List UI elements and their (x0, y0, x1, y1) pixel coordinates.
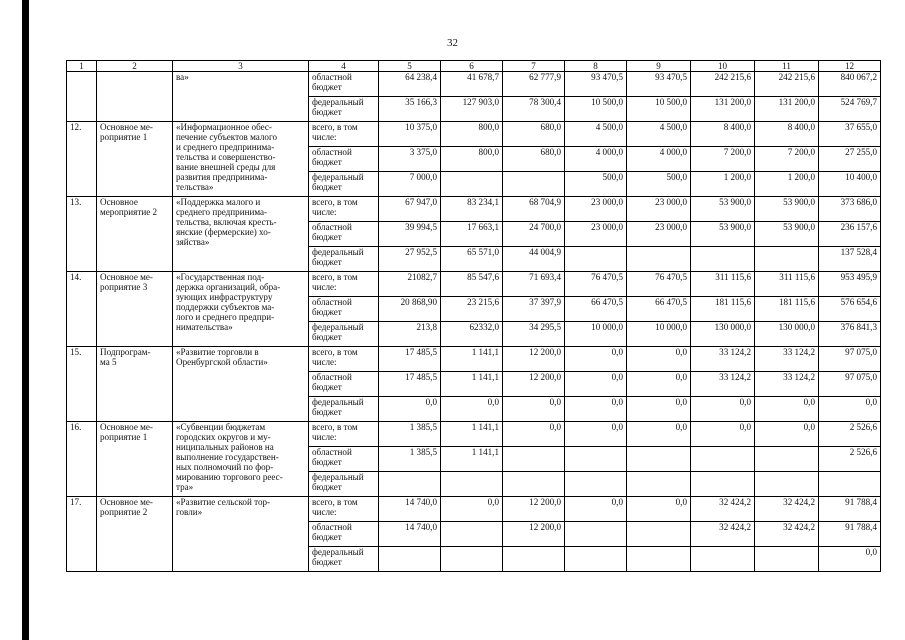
value-cell: 181 115,6 (691, 297, 755, 322)
funding-source: всего, в том числе: (309, 197, 379, 222)
value-cell: 10 000,0 (565, 322, 627, 347)
value-cell: 4 000,0 (565, 147, 627, 172)
value-cell (755, 447, 819, 472)
value-cell: 85 547,6 (441, 272, 503, 297)
value-cell: 66 470,5 (627, 297, 691, 322)
value-cell: 0,0 (503, 397, 565, 422)
value-cell: 0,0 (565, 347, 627, 372)
value-cell: 17 485,5 (379, 347, 441, 372)
funding-source: всего, в том числе: (309, 272, 379, 297)
table-row (67, 272, 881, 297)
value-cell: 76 470,5 (565, 272, 627, 297)
value-cell: 1 200,0 (755, 172, 819, 197)
value-cell: 68 704,9 (503, 197, 565, 222)
row-number: 13. (67, 197, 97, 272)
row-description: «Субвенции бюджетам городских округов и му- ниципальных районов на выполнение государствен- ных полномочий по фор- мированию торгового реес- тра» (173, 422, 309, 497)
col-header: 4 (309, 61, 379, 72)
value-cell: 680,0 (503, 122, 565, 147)
value-cell: 137 528,4 (819, 247, 881, 272)
funding-source: федеральный бюджет (309, 247, 379, 272)
value-cell (691, 247, 755, 272)
value-cell: 10 500,0 (565, 97, 627, 122)
value-cell (441, 547, 503, 572)
funding-source: областной бюджет (309, 222, 379, 247)
col-header: 8 (565, 61, 627, 72)
value-cell: 1 385,5 (379, 447, 441, 472)
value-cell: 131 200,0 (691, 97, 755, 122)
header-row (67, 61, 881, 72)
value-cell: 311 115,6 (755, 272, 819, 297)
value-cell: 27 952,5 (379, 247, 441, 272)
value-cell: 78 300,4 (503, 97, 565, 122)
row-description: «Развитие торговли в Оренбургской области» (173, 347, 309, 422)
funding-source: областной бюджет (309, 72, 379, 97)
row-description: ва» (173, 72, 309, 122)
value-cell: 1 141,1 (441, 422, 503, 447)
value-cell: 14 740,0 (379, 522, 441, 547)
value-cell: 0,0 (441, 497, 503, 522)
table-row (67, 497, 881, 522)
value-cell: 53 900,0 (755, 197, 819, 222)
value-cell: 8 400,0 (691, 122, 755, 147)
value-cell: 12 200,0 (503, 497, 565, 522)
row-number: 16. (67, 422, 97, 497)
col-header: 1 (67, 61, 97, 72)
value-cell (565, 472, 627, 497)
value-cell: 500,0 (627, 172, 691, 197)
value-cell (565, 447, 627, 472)
value-cell: 91 788,4 (819, 497, 881, 522)
value-cell: 33 124,2 (755, 372, 819, 397)
value-cell: 17 485,5 (379, 372, 441, 397)
value-cell: 376 841,3 (819, 322, 881, 347)
col-header: 12 (819, 61, 881, 72)
value-cell: 0,0 (503, 422, 565, 447)
value-cell: 33 124,2 (691, 372, 755, 397)
value-cell: 0,0 (755, 422, 819, 447)
value-cell: 65 571,0 (441, 247, 503, 272)
value-cell: 76 470,5 (627, 272, 691, 297)
funding-source: областной бюджет (309, 522, 379, 547)
value-cell: 2 526,6 (819, 447, 881, 472)
value-cell: 500,0 (565, 172, 627, 197)
value-cell: 37 397,9 (503, 297, 565, 322)
value-cell (691, 472, 755, 497)
value-cell: 0,0 (627, 372, 691, 397)
value-cell: 127 903,0 (441, 97, 503, 122)
funding-source: областной бюджет (309, 447, 379, 472)
value-cell: 14 740,0 (379, 497, 441, 522)
value-cell: 66 470,5 (565, 297, 627, 322)
value-cell: 1 141,1 (441, 447, 503, 472)
value-cell: 0,0 (565, 372, 627, 397)
col-header: 10 (691, 61, 755, 72)
funding-source: всего, в том числе: (309, 497, 379, 522)
row-number: 17. (67, 497, 97, 572)
value-cell: 41 678,7 (441, 72, 503, 97)
value-cell (441, 472, 503, 497)
value-cell: 3 375,0 (379, 147, 441, 172)
value-cell: 4 500,0 (565, 122, 627, 147)
value-cell: 242 215,6 (755, 72, 819, 97)
value-cell (819, 472, 881, 497)
value-cell: 32 424,2 (755, 497, 819, 522)
funding-source: областной бюджет (309, 147, 379, 172)
value-cell (755, 547, 819, 572)
value-cell (627, 472, 691, 497)
value-cell: 0,0 (627, 347, 691, 372)
value-cell: 7 200,0 (691, 147, 755, 172)
value-cell: 71 693,4 (503, 272, 565, 297)
table-row (67, 347, 881, 372)
value-cell: 1 385,5 (379, 422, 441, 447)
value-cell (441, 522, 503, 547)
value-cell: 10 000,0 (627, 322, 691, 347)
row-number (67, 72, 97, 122)
value-cell: 0,0 (755, 397, 819, 422)
row-description: «Информационное обес- печение субъектов малого и среднего предпринима- тельства и совершенство- вание внешней среды для развития предпринима- тельства» (173, 122, 309, 197)
value-cell: 373 686,0 (819, 197, 881, 222)
value-cell (627, 247, 691, 272)
value-cell: 0,0 (691, 397, 755, 422)
value-cell: 1 141,1 (441, 347, 503, 372)
value-cell: 213,8 (379, 322, 441, 347)
value-cell: 800,0 (441, 147, 503, 172)
value-cell: 62332,0 (441, 322, 503, 347)
value-cell (755, 472, 819, 497)
value-cell: 7 200,0 (755, 147, 819, 172)
col-header: 5 (379, 61, 441, 72)
value-cell: 0,0 (819, 547, 881, 572)
row-name: Основное ме- роприятие 3 (97, 272, 173, 347)
value-cell: 64 238,4 (379, 72, 441, 97)
value-cell: 93 470,5 (565, 72, 627, 97)
funding-source: областной бюджет (309, 372, 379, 397)
col-header: 6 (441, 61, 503, 72)
value-cell: 0,0 (441, 397, 503, 422)
col-header: 9 (627, 61, 691, 72)
value-cell: 10 375,0 (379, 122, 441, 147)
left-scan-border (22, 0, 29, 640)
row-name (97, 72, 173, 122)
value-cell: 524 769,7 (819, 97, 881, 122)
value-cell (627, 522, 691, 547)
value-cell: 953 495,9 (819, 272, 881, 297)
value-cell: 21082,7 (379, 272, 441, 297)
value-cell: 10 500,0 (627, 97, 691, 122)
value-cell (755, 247, 819, 272)
value-cell (627, 547, 691, 572)
value-cell: 91 788,4 (819, 522, 881, 547)
value-cell: 131 200,0 (755, 97, 819, 122)
value-cell (441, 172, 503, 197)
value-cell (379, 547, 441, 572)
row-name: Основное ме- роприятие 1 (97, 122, 173, 197)
row-description: «Поддержка малого и среднего предпринима- тельства, включая кресть- янские (фермерские) хо- зяйства» (173, 197, 309, 272)
value-cell: 0,0 (627, 397, 691, 422)
value-cell: 35 166,3 (379, 97, 441, 122)
row-description: «Государственная под- держка организаций, обра- зующих инфраструктуру поддержки субъектов ма- лого и среднего предпри- нимательства» (173, 272, 309, 347)
value-cell: 37 655,0 (819, 122, 881, 147)
value-cell: 32 424,2 (691, 522, 755, 547)
value-cell: 27 255,0 (819, 147, 881, 172)
value-cell (565, 547, 627, 572)
value-cell: 1 200,0 (691, 172, 755, 197)
value-cell: 7 000,0 (379, 172, 441, 197)
value-cell: 1 141,1 (441, 372, 503, 397)
value-cell: 23 000,0 (627, 197, 691, 222)
value-cell: 311 115,6 (691, 272, 755, 297)
value-cell: 33 124,2 (691, 347, 755, 372)
value-cell: 840 067,2 (819, 72, 881, 97)
value-cell: 53 900,0 (691, 197, 755, 222)
col-header: 2 (97, 61, 173, 72)
table-row (67, 122, 881, 147)
col-header: 7 (503, 61, 565, 72)
funding-source: федеральный бюджет (309, 322, 379, 347)
value-cell (379, 472, 441, 497)
value-cell (503, 547, 565, 572)
value-cell: 23 000,0 (565, 197, 627, 222)
value-cell: 0,0 (627, 422, 691, 447)
value-cell: 181 115,6 (755, 297, 819, 322)
value-cell (691, 547, 755, 572)
value-cell: 44 004,9 (503, 247, 565, 272)
value-cell (627, 447, 691, 472)
value-cell: 4 500,0 (627, 122, 691, 147)
value-cell (565, 522, 627, 547)
value-cell: 23 215,6 (441, 297, 503, 322)
value-cell: 97 075,0 (819, 372, 881, 397)
col-header: 11 (755, 61, 819, 72)
funding-source: всего, в том числе: (309, 422, 379, 447)
value-cell: 8 400,0 (755, 122, 819, 147)
value-cell: 0,0 (565, 397, 627, 422)
value-cell (503, 472, 565, 497)
value-cell: 53 900,0 (691, 222, 755, 247)
value-cell: 0,0 (565, 422, 627, 447)
funding-source: областной бюджет (309, 297, 379, 322)
value-cell: 10 400,0 (819, 172, 881, 197)
row-description: «Развитие сельской тор- говли» (173, 497, 309, 572)
value-cell (503, 447, 565, 472)
value-cell: 39 994,5 (379, 222, 441, 247)
value-cell: 130 000,0 (691, 322, 755, 347)
value-cell: 24 700,0 (503, 222, 565, 247)
funding-source: федеральный бюджет (309, 97, 379, 122)
value-cell: 67 947,0 (379, 197, 441, 222)
value-cell: 0,0 (565, 497, 627, 522)
value-cell: 0,0 (819, 397, 881, 422)
funding-source: федеральный бюджет (309, 472, 379, 497)
value-cell: 236 157,6 (819, 222, 881, 247)
value-cell: 17 663,1 (441, 222, 503, 247)
value-cell: 23 000,0 (565, 222, 627, 247)
value-cell (565, 247, 627, 272)
budget-table (66, 60, 881, 572)
value-cell: 20 868,90 (379, 297, 441, 322)
funding-source: федеральный бюджет (309, 547, 379, 572)
value-cell: 34 295,5 (503, 322, 565, 347)
row-number: 14. (67, 272, 97, 347)
value-cell: 800,0 (441, 122, 503, 147)
row-number: 12. (67, 122, 97, 197)
value-cell: 2 526,6 (819, 422, 881, 447)
value-cell: 12 200,0 (503, 522, 565, 547)
value-cell: 97 075,0 (819, 347, 881, 372)
col-header: 3 (173, 61, 309, 72)
value-cell: 12 200,0 (503, 372, 565, 397)
value-cell (503, 172, 565, 197)
value-cell: 130 000,0 (755, 322, 819, 347)
row-name: Основное ме- роприятие 1 (97, 422, 173, 497)
value-cell: 0,0 (627, 497, 691, 522)
funding-source: федеральный бюджет (309, 397, 379, 422)
value-cell: 12 200,0 (503, 347, 565, 372)
value-cell: 680,0 (503, 147, 565, 172)
value-cell (691, 447, 755, 472)
value-cell: 62 777,9 (503, 72, 565, 97)
page-number: 32 (447, 37, 458, 49)
value-cell: 576 654,6 (819, 297, 881, 322)
table-row (67, 422, 881, 447)
row-name: Подпрограм- ма 5 (97, 347, 173, 422)
funding-source: всего, в том числе: (309, 122, 379, 147)
table-row (67, 197, 881, 222)
value-cell: 93 470,5 (627, 72, 691, 97)
value-cell: 0,0 (691, 422, 755, 447)
value-cell: 32 424,2 (755, 522, 819, 547)
value-cell: 53 900,0 (755, 222, 819, 247)
row-number: 15. (67, 347, 97, 422)
row-name: Основное ме- роприятие 2 (97, 497, 173, 572)
value-cell: 23 000,0 (627, 222, 691, 247)
value-cell: 32 424,2 (691, 497, 755, 522)
row-name: Основное мероприятие 2 (97, 197, 173, 272)
table-row (67, 72, 881, 97)
value-cell: 83 234,1 (441, 197, 503, 222)
funding-source: федеральный бюджет (309, 172, 379, 197)
funding-source: всего, в том числе: (309, 347, 379, 372)
value-cell: 242 215,6 (691, 72, 755, 97)
value-cell: 33 124,2 (755, 347, 819, 372)
value-cell: 0,0 (379, 397, 441, 422)
value-cell: 4 000,0 (627, 147, 691, 172)
